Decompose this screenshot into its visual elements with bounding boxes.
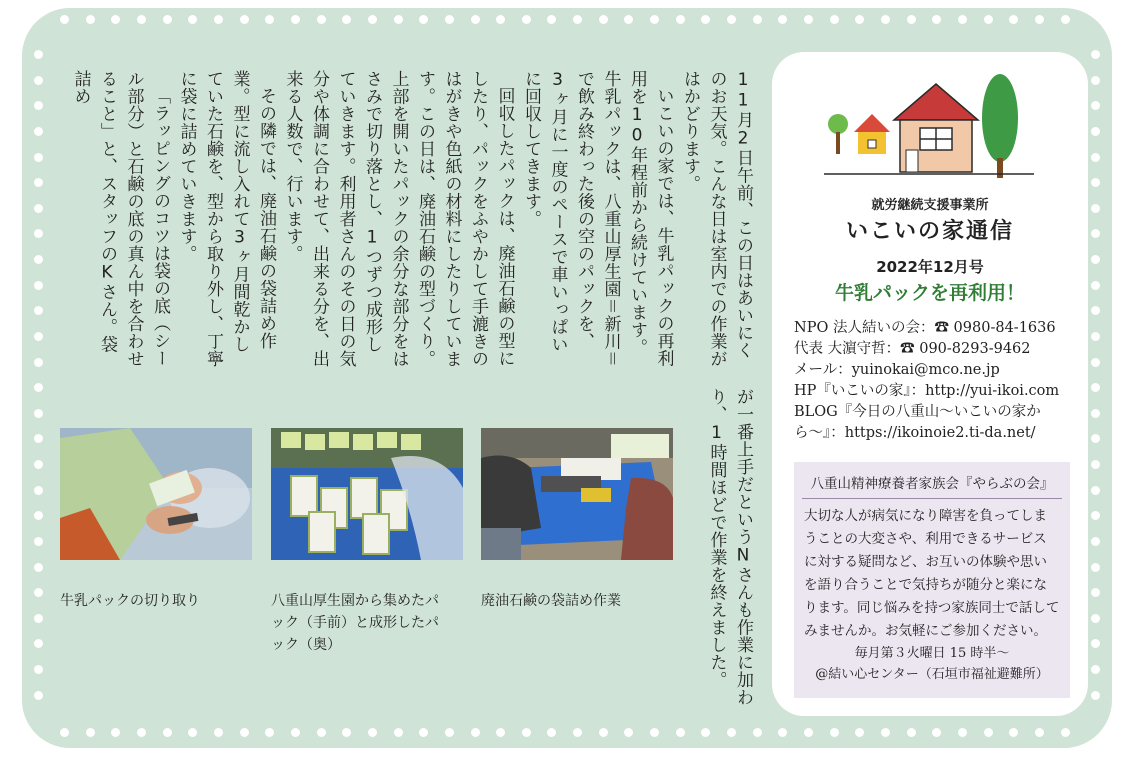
- article-paragraph: その隣では、廃油石鹸の袋詰め作業。型に流し入れて3ヶ月間乾かしていた石鹸を、型から取り外し、丁寧に袋に詰めていきます。: [176, 70, 276, 368]
- house-logo-illustration: [824, 62, 1034, 192]
- family-association-schedule: 毎月第３火曜日 15 時半〜: [854, 646, 1010, 661]
- article-paragraph: 回収したパックは、廃油石鹸の型にしたり、パックをふやかして手漉きのはがきや色紙の材料にしたりしています。この日は、廃油石鹸の型づくり。上部を開いたパックの余分な部分をはさみで切り落とし、1つずつ成形していきます。利用者さんのその日の気分や体調に合わせて、出来る分を、出来る人数で、行います。: [282, 70, 515, 368]
- contact-line-blog: BLOG『今日の八重山〜いこいの家から〜』：https://ikoinoie2.ti-da.net/: [794, 404, 1041, 441]
- article-paragraph: いこいの家では、牛乳パックの再利用を10年程前から続けています。牛乳パックは、八重山厚生園＝新川＝で飲み終わった後の空のパックを、3ヶ月に一度のペースで車いっぱいに回収してきます。: [521, 70, 674, 368]
- article-body: [56, 70, 756, 370]
- photo-soap-bagging-image: [481, 428, 673, 560]
- contact-line-email: メール：yuinokai@mco.ne.jp: [794, 362, 1000, 378]
- family-association-body: 大切な人が病気になり障害を負ってしまうことの大変さや、利用できるサービスに対する疑問など、お互いの体験や思いを語り合うことで気持ちが随分と楽になります。同じ悩みを持つ家族同士で話してみませんか。お気軽にご参加ください。: [804, 508, 1060, 639]
- contact-line-homepage: HP『いこいの家』：http://yui-ikoi.com: [794, 383, 1060, 399]
- photo-caption-3: 廃油石鹸の袋詰め作業: [481, 593, 621, 609]
- photo-soap-bagging: [481, 428, 673, 560]
- contact-line-npo: NPO 法人結いの会：☎ 0980-84-1636: [794, 320, 1056, 336]
- contact-info: [794, 318, 1078, 444]
- logo-title: いこいの家通信: [845, 219, 1014, 244]
- article-continuation: [694, 388, 756, 708]
- family-association-box: [794, 462, 1070, 698]
- article-paragraph: 11月2日午前、この日はあいにくのお天気。こんな日は室内での作業がはかどります。: [680, 70, 753, 368]
- family-association-title: 八重山精神療養者家族会『やらぶの会』: [810, 476, 1054, 492]
- photo-caption-1: 牛乳パックの切り取り: [60, 593, 200, 609]
- sidebar-card: [772, 52, 1088, 716]
- photo-cutting-cartons: [60, 428, 252, 560]
- photo-caption-2: 八重山厚生園から集めたパック（手前）と成形したパック（奥）: [271, 593, 439, 653]
- logo-subtitle: 就労継続支援事業所: [871, 198, 989, 213]
- contact-line-representative: 代表 大濵守哲：☎ 090-8293-9462: [794, 341, 1031, 357]
- divider: [802, 498, 1062, 499]
- family-association-place: @結い心センター（石垣市福祉避難所）: [815, 667, 1049, 682]
- photo-collected-cartons-image: [271, 428, 463, 560]
- article-paragraph-continued: が一番上手だというNさんも作業に加わり、1時間ほどで作業を終えました。: [706, 388, 753, 706]
- photo-collected-cartons: [271, 428, 463, 560]
- photo-cutting-cartons-image: [60, 428, 252, 560]
- dot-border-top: [60, 15, 1070, 25]
- article-paragraph: 「ラッピングのコツは袋の底（シール部分）と石鹸の底の真ん中を合わせること」と、スタッフのKさん。袋詰め: [70, 70, 170, 368]
- dot-border-bottom: [60, 728, 1070, 738]
- dot-border-left: [34, 50, 44, 700]
- headline: 牛乳パックを再利用！: [834, 282, 1025, 304]
- issue-date: 2022年12月号: [876, 258, 984, 276]
- dot-border-right: [1091, 50, 1101, 700]
